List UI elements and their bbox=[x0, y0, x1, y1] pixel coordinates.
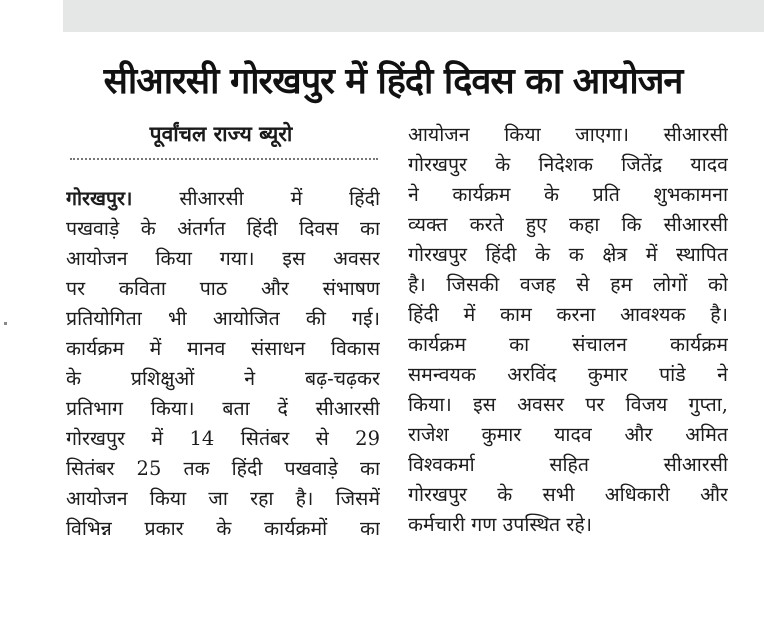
article-line: आयोजन किया जा रहा है। जिसमें bbox=[66, 487, 380, 510]
article-line: प्रतिभाग किया। बता दें सीआरसी bbox=[66, 397, 380, 420]
article-line: गोरखपुर में 14 सितंबर से 29 bbox=[66, 427, 380, 450]
article-line: आयोजन किया जाएगा। सीआरसी bbox=[408, 123, 728, 146]
top-margin-band bbox=[63, 0, 764, 32]
article-line: है। जिसकी वजह से हम लोगों को bbox=[408, 273, 728, 296]
article-line: राजेश कुमार यादव और अमित bbox=[408, 423, 728, 446]
article-line: व्यक्त करते हुए कहा कि सीआरसी bbox=[408, 213, 728, 236]
article-byline: पूर्वांचल राज्य ब्यूरो bbox=[149, 122, 293, 146]
article-line: हिंदी में काम करना आवश्यक है। bbox=[408, 303, 728, 326]
article-line: कार्यक्रम में मानव संसाधन विकास bbox=[66, 337, 380, 360]
article-line: गोरखपुर के निदेशक जितेंद्र यादव bbox=[408, 153, 728, 176]
article-line: के प्रशिक्षुओं ने बढ़-चढ़कर bbox=[66, 367, 380, 390]
article-column-1 bbox=[66, 184, 380, 544]
article-line: गोरखपुर हिंदी के क क्षेत्र में स्थापित bbox=[408, 243, 728, 266]
article-line: विभिन्न प्रकार के कार्यक्रमों का bbox=[66, 517, 380, 540]
article-line: पर कविता पाठ और संभाषण bbox=[66, 277, 380, 300]
article-line: सितंबर 25 तक हिंदी पखवाड़े का bbox=[66, 457, 380, 480]
article-column-2 bbox=[408, 120, 728, 540]
article-line: गोरखपुर के सभी अधिकारी और bbox=[408, 483, 728, 506]
article-line: कार्यक्रम का संचालन कार्यक्रम bbox=[408, 333, 728, 356]
article-line: प्रतियोगिता भी आयोजित की गई। bbox=[66, 307, 380, 330]
article-line: कर्मचारी गण उपस्थित रहे। bbox=[408, 513, 593, 536]
article-line-text: सीआरसी में हिंदी bbox=[179, 187, 380, 210]
article-line: ने कार्यक्रम के प्रति शुभकामना bbox=[408, 183, 728, 206]
article-headline: सीआरसी गोरखपुर में हिंदी दिवस का आयोजन bbox=[103, 61, 683, 102]
byline-divider bbox=[70, 158, 378, 160]
article-line: किया। इस अवसर पर विजय गुप्ता, bbox=[408, 393, 728, 416]
article-line: पखवाड़े के अंतर्गत हिंदी दिवस का bbox=[66, 217, 380, 240]
article-line: विश्वकर्मा सहित सीआरसी bbox=[408, 453, 728, 476]
article-dateline: गोरखपुर। bbox=[66, 187, 133, 210]
article-line bbox=[66, 184, 380, 214]
scan-mark bbox=[4, 322, 7, 325]
article-line: समन्वयक अरविंद कुमार पांडे ने bbox=[408, 363, 728, 386]
article-line: आयोजन किया गया। इस अवसर bbox=[66, 247, 380, 270]
